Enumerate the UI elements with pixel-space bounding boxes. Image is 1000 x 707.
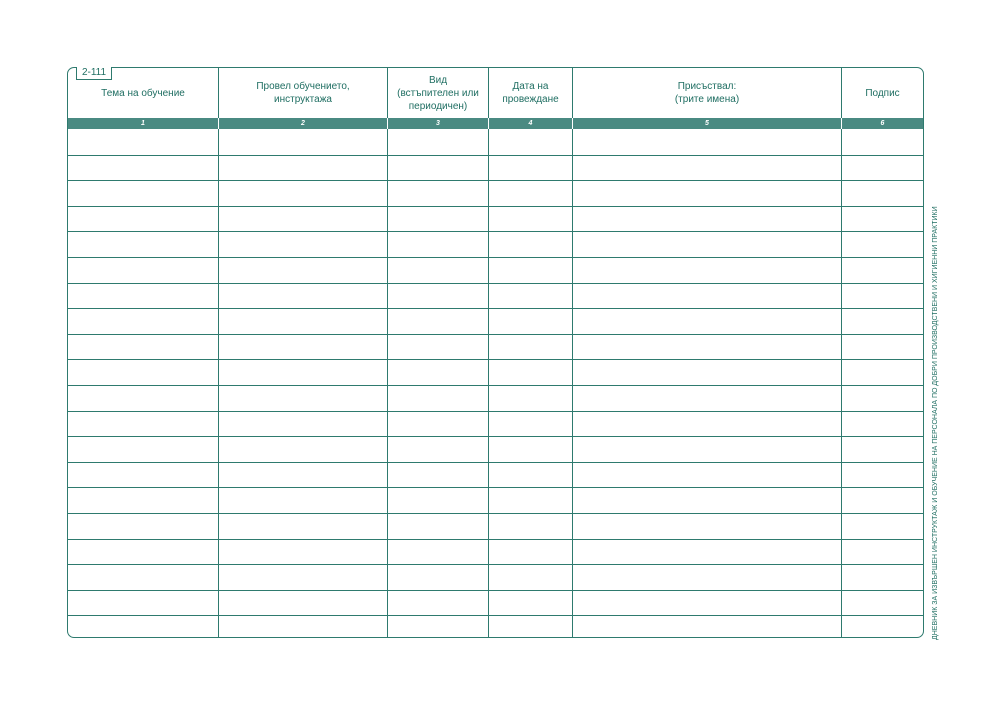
row-divider: [68, 385, 923, 386]
row-divider: [68, 359, 923, 360]
row-divider: [68, 487, 923, 488]
column-number-1: 1: [68, 118, 219, 129]
column-number-4: 4: [489, 118, 573, 129]
column-number-3: 3: [388, 118, 489, 129]
table-body: [68, 129, 923, 637]
side-caption: ДНЕВНИК ЗА ИЗВЪРШЕН ИНСТРУКТАЖ И ОБУЧЕНИЕ НА ПЕРСОНАЛА ПО ДОБРИ ПРОИЗВОДСТВЕНИ И ХИГИЕННИ ПРАКТИКИ: [932, 206, 939, 640]
row-divider: [68, 411, 923, 412]
header-type-label: Вид (встъпителен или периодичен): [397, 74, 479, 112]
header-signature-label: Подпис: [865, 87, 900, 99]
row-divider: [68, 590, 923, 591]
header-conducted-by-label: Провел обучението, инструктажа: [256, 81, 350, 105]
row-divider: [68, 462, 923, 463]
row-divider: [68, 615, 923, 616]
column-number-row: [68, 118, 923, 129]
form-code-label: 2-111: [76, 67, 112, 80]
row-divider: [68, 539, 923, 540]
row-divider: [68, 564, 923, 565]
column-number-6: 6: [880, 120, 885, 127]
row-divider: [68, 231, 923, 232]
header-conducted-by: [219, 68, 388, 118]
row-divider: [68, 283, 923, 284]
column-number-5: 5: [573, 118, 842, 129]
row-divider: [68, 206, 923, 207]
row-divider: [68, 155, 923, 156]
header-attendee: [573, 68, 842, 118]
training-log-table: [67, 67, 924, 638]
table-header-row: [68, 68, 923, 118]
row-divider: [68, 257, 923, 258]
row-divider: [68, 436, 923, 437]
header-attendee-label: Присъствал: (трите имена): [674, 81, 740, 105]
row-divider: [68, 513, 923, 514]
header-type: [388, 68, 489, 118]
row-divider: [68, 334, 923, 335]
header-topic-label: Тема на обучение: [101, 87, 185, 99]
header-signature: [842, 68, 923, 118]
row-divider: [68, 308, 923, 309]
header-date: [489, 68, 573, 118]
row-divider: [68, 180, 923, 181]
column-number-2: 2: [219, 118, 388, 129]
header-date-label: Дата на провеждане: [502, 81, 559, 105]
